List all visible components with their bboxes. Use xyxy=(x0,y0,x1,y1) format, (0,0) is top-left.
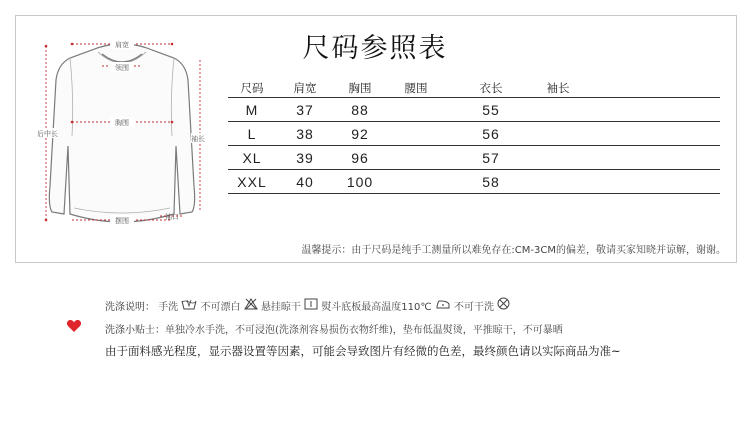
iron-label: 熨斗底板最高温度110℃ xyxy=(321,301,432,313)
sweater-sketch xyxy=(36,36,208,236)
shoulder-cell: 38 xyxy=(276,122,334,146)
sleeve-cell xyxy=(536,146,580,170)
no-dry-label: 不可干洗 xyxy=(454,301,495,313)
waist-cell xyxy=(386,98,446,122)
chest-cell: 88 xyxy=(334,98,386,122)
header-shoulder: 肩宽 xyxy=(276,78,334,98)
table-row xyxy=(228,146,720,170)
waist-cell xyxy=(386,122,446,146)
iron-icon xyxy=(435,298,451,313)
color-disclaimer: 由于面料感光程度，显示器设置等因素，可能会导致图片有经微的色差，最终颜色请以实际商品为准~ xyxy=(105,344,621,358)
length-cell: 57 xyxy=(446,146,536,170)
chest-cell: 92 xyxy=(334,122,386,146)
header-length: 衣长 xyxy=(446,78,536,98)
header-sleeve: 袖长 xyxy=(536,78,580,98)
shoulder-cell: 39 xyxy=(276,146,334,170)
header-size: 尺码 xyxy=(228,78,276,98)
waist-cell xyxy=(386,170,446,194)
shoulder-label: 肩宽 xyxy=(115,41,129,49)
hang-dry-label: 悬挂晾干 xyxy=(260,301,301,313)
wash-tips xyxy=(105,321,563,336)
table-row xyxy=(228,170,720,194)
shoulder-cell: 37 xyxy=(276,98,334,122)
size-table xyxy=(228,78,720,194)
table-row xyxy=(228,122,720,146)
tips-title: 洗涤小贴士： xyxy=(105,325,165,336)
tips-text: 单独冷水手洗，不可浸泡(洗涤剂容易损伤衣物纤维)，垫布低温熨烫，平推晾干，不可暴晒 xyxy=(165,325,563,336)
header-waist: 腰围 xyxy=(386,78,446,98)
waist-cell xyxy=(386,146,446,170)
back-length-label: 后中长 xyxy=(37,130,58,138)
collar-label: 领围 xyxy=(115,64,129,72)
page-title: 尺码参照表 xyxy=(302,33,448,64)
no-bleach-label: 不可漂白 xyxy=(200,301,241,313)
sleeve-cell xyxy=(536,98,580,122)
sleeve-cell xyxy=(536,122,580,146)
hem-label: 摆围 xyxy=(115,217,129,225)
no-dry-icon xyxy=(497,297,510,313)
length-cell: 55 xyxy=(446,98,536,122)
chest-label: 胸围 xyxy=(115,119,129,127)
measurement-tip: 温馨提示：由于尺码是纯手工测量所以难免存在:CM-3CM的偏差，敬请买家知晓并谅解，谢谢。 xyxy=(301,245,726,256)
chest-cell: 100 xyxy=(334,170,386,194)
size-cell: L xyxy=(228,122,276,146)
size-cell: XXL xyxy=(228,170,276,194)
shoulder-cell: 40 xyxy=(276,170,334,194)
no-bleach-icon xyxy=(244,298,258,313)
hand-wash-label: 手洗 xyxy=(158,301,179,313)
cuff-label: 袖口 xyxy=(165,213,179,221)
size-cell: XL xyxy=(228,146,276,170)
hang-dry-icon xyxy=(304,298,318,313)
hand-wash-icon xyxy=(181,298,197,313)
header-chest: 胸围 xyxy=(334,78,386,98)
size-cell: M xyxy=(228,98,276,122)
sleeve-cell xyxy=(536,170,580,194)
length-cell: 56 xyxy=(446,122,536,146)
wash-instructions xyxy=(105,297,510,313)
heart-icon xyxy=(66,318,82,334)
wash-title: 洗涤说明： xyxy=(105,301,155,313)
length-cell: 58 xyxy=(446,170,536,194)
table-header-row xyxy=(228,78,720,98)
chest-cell: 96 xyxy=(334,146,386,170)
sleeve-length-label: 袖长 xyxy=(191,135,205,143)
table-row xyxy=(228,98,720,122)
